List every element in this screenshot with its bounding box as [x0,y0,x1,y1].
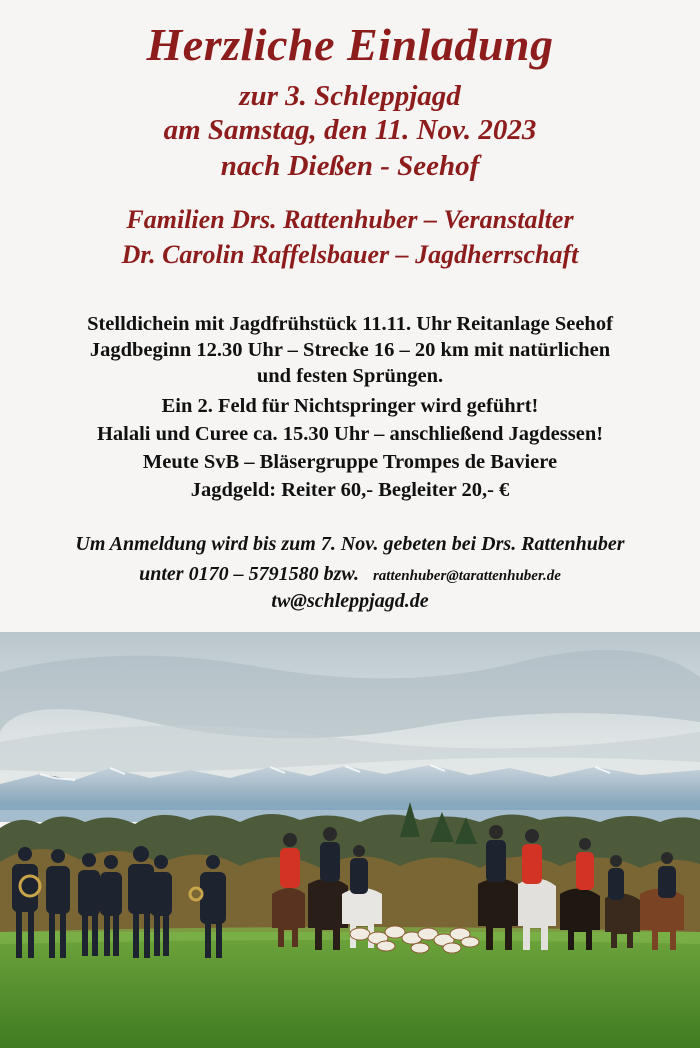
event-date: am Samstag, den 11. Nov. 2023 [163,114,537,146]
host-master: Dr. Carolin Raffelsbauer – Jagdherrschaft [121,240,579,269]
registration-email-link[interactable]: rattenhuber@tarattenhuber.de [372,568,561,584]
detail-line: Jagdgeld: Reiter 60,- Begleiter 20,- € [190,479,510,501]
registration-request: Um Anmeldung wird bis zum 7. Nov. gebeten bei Drs. Rattenhuber [75,533,625,555]
detail-line: Ein 2. Feld für Nichtspringer wird geführt! [161,395,539,417]
detail-line: und festen Sprüngen. [256,365,444,387]
event-location: nach Dießen - Seehof [220,150,480,182]
registration-email-link-2[interactable]: tw@schleppjagd.de [271,590,429,612]
detail-line: Halali und Curee ca. 15.30 Uhr – anschließend Jagdessen! [96,423,604,445]
detail-line: Stelldichein mit Jagdfrühstück 11.11. Uhr Reitanlage Seehof [87,313,613,335]
registration-contact [0,563,700,586]
detail-line: Jagdbeginn 12.30 Uhr – Strecke 16 – 20 km mit natürlichen [89,339,611,361]
invitation-title: Herzliche Einladung [146,19,554,70]
host-organizer: Familien Drs. Rattenhuber – Veranstalter [126,205,574,234]
hunt-photo [0,632,700,1048]
registration-phone: unter 0170 – 5791580 bzw. [139,563,359,585]
detail-line: Meute SvB – Bläsergruppe Trompes de Baviere [142,451,558,473]
event-name: zur 3. Schleppjagd [239,80,461,112]
